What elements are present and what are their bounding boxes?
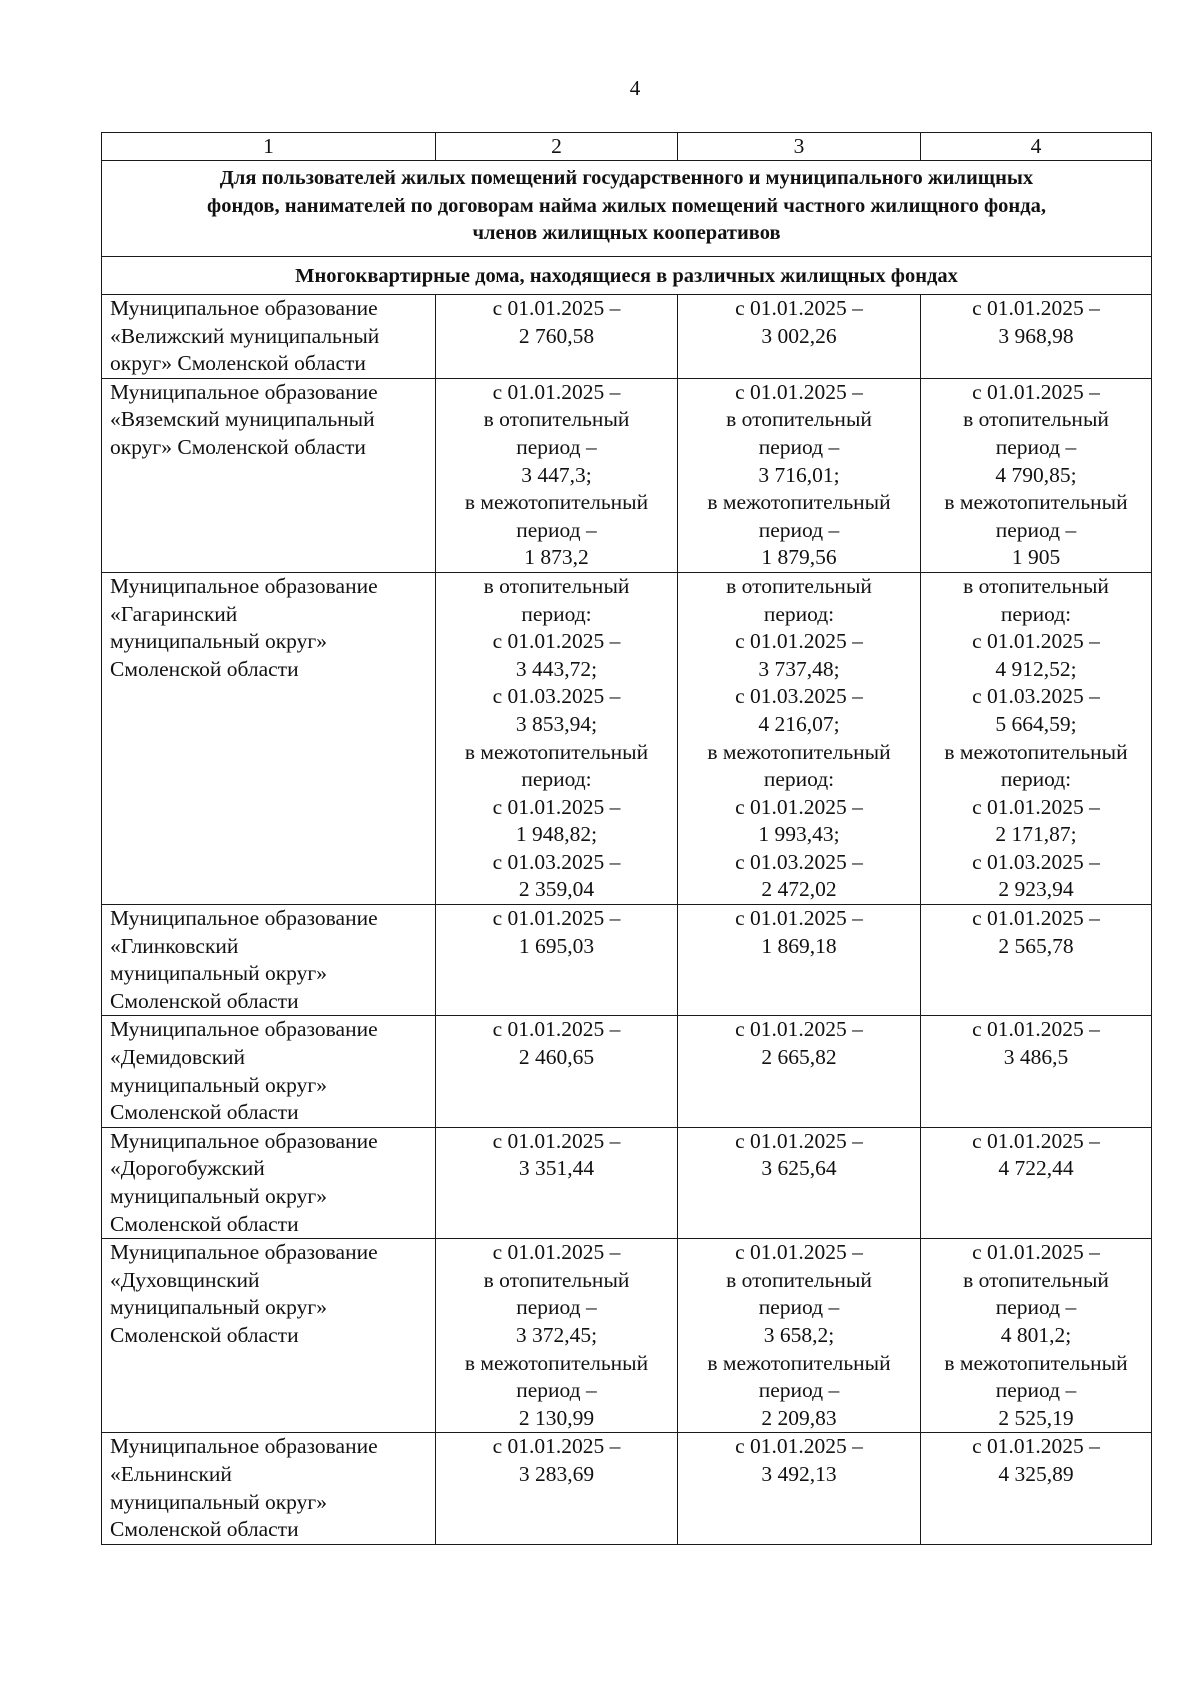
cell-line: 1 879,56 bbox=[761, 545, 837, 570]
cell-line: в отопительный bbox=[963, 1267, 1109, 1292]
cell-line: в отопительный bbox=[483, 407, 630, 432]
cell-line: период: bbox=[763, 601, 835, 626]
page-number: 4 bbox=[629, 76, 641, 100]
cell-line: с 01.03.2025 – bbox=[492, 849, 621, 874]
section-title-row bbox=[102, 161, 1152, 257]
cell-line: 3 486,5 bbox=[1003, 1045, 1069, 1070]
cell-line: с 01.01.2025 – bbox=[972, 794, 1100, 819]
cell-line: 3 447,3; bbox=[521, 462, 592, 487]
cell-line: 2 525,19 bbox=[998, 1405, 1074, 1430]
cell-line: «Велижский муниципальный bbox=[110, 323, 380, 348]
column-number: 3 bbox=[678, 133, 921, 161]
cell-line: 4 325,89 bbox=[998, 1461, 1074, 1486]
column-2-value bbox=[436, 1127, 678, 1238]
table-row bbox=[102, 1016, 1152, 1127]
cell-line: период: bbox=[1000, 767, 1072, 792]
cell-line: Муниципальное образование bbox=[110, 906, 378, 931]
subsection-title-row bbox=[102, 256, 1152, 295]
table-row bbox=[102, 572, 1152, 904]
cell-line: период – bbox=[995, 1295, 1077, 1320]
cell-line: с 01.03.2025 – bbox=[972, 684, 1100, 709]
cell-line: 3 351,44 bbox=[518, 1156, 595, 1181]
cell-line: с 01.01.2025 – bbox=[972, 906, 1100, 931]
column-number: 4 bbox=[921, 133, 1152, 161]
cell-line: 4 216,07; bbox=[758, 711, 840, 736]
section-title bbox=[102, 161, 1152, 257]
cell-line: в отопительный bbox=[726, 407, 872, 432]
table-row bbox=[102, 378, 1152, 572]
municipality-name bbox=[102, 295, 436, 379]
cell-line: Муниципальное образование bbox=[110, 573, 378, 598]
cell-line: 4 912,52; bbox=[995, 656, 1077, 681]
cell-line: в межотопительный bbox=[707, 1350, 891, 1375]
cell-line: с 01.01.2025 – bbox=[735, 1017, 863, 1042]
cell-line: в межотопительный bbox=[944, 490, 1128, 515]
cell-line: период: bbox=[1000, 601, 1072, 626]
cell-line: период – bbox=[995, 517, 1077, 542]
column-3-value bbox=[678, 1433, 921, 1544]
cell-line: 1 948,82; bbox=[515, 822, 598, 847]
cell-line: 4 722,44 bbox=[998, 1156, 1074, 1181]
cell-line: «Дорогобужский bbox=[110, 1156, 265, 1181]
column-3-value bbox=[678, 572, 921, 904]
column-4-value bbox=[921, 905, 1152, 1016]
cell-line: в межотопительный bbox=[707, 739, 891, 764]
column-4-value bbox=[921, 295, 1152, 379]
cell-line: Смоленской области bbox=[110, 1211, 299, 1236]
cell-line: с 01.01.2025 – bbox=[972, 379, 1100, 404]
cell-line: 5 664,59; bbox=[995, 711, 1077, 736]
column-number: 1 bbox=[102, 133, 436, 161]
cell-line: округ» Смоленской области bbox=[110, 351, 366, 376]
cell-line: 2 665,82 bbox=[761, 1045, 837, 1070]
cell-line: с 01.01.2025 – bbox=[735, 296, 863, 320]
cell-line: период – bbox=[516, 434, 597, 459]
cell-line: период – bbox=[758, 517, 840, 542]
cell-line: период – bbox=[758, 1378, 840, 1403]
cell-line: Смоленской области bbox=[110, 1100, 299, 1125]
table-row bbox=[102, 1239, 1152, 1433]
municipality-name bbox=[102, 1016, 436, 1127]
cell-line: в отопительный bbox=[726, 1267, 872, 1292]
cell-line: 1 695,03 bbox=[518, 933, 595, 958]
cell-line: с 01.03.2025 – bbox=[972, 849, 1100, 874]
cell-line: 1 869,18 bbox=[761, 933, 837, 958]
column-3-value bbox=[678, 1239, 921, 1433]
cell-line: 1 993,43; bbox=[758, 822, 840, 847]
municipality-name bbox=[102, 1127, 436, 1238]
cell-line: муниципальный округ» bbox=[110, 1295, 327, 1320]
cell-line: 3 283,69 bbox=[518, 1461, 595, 1486]
column-4-value bbox=[921, 1127, 1152, 1238]
column-4-value bbox=[921, 378, 1152, 572]
cell-line: с 01.01.2025 – bbox=[972, 1240, 1100, 1265]
cell-line: с 01.01.2025 – bbox=[492, 1240, 621, 1265]
cell-line: Муниципальное образование bbox=[110, 1017, 378, 1042]
cell-line: «Духовщинский bbox=[110, 1267, 260, 1292]
cell-line: 4 790,85; bbox=[995, 462, 1077, 487]
table-row bbox=[102, 1127, 1152, 1238]
cell-line: 3 716,01; bbox=[758, 462, 840, 487]
cell-line: «Ельнинский bbox=[110, 1461, 232, 1486]
cell-line: с 01.01.2025 – bbox=[492, 1017, 621, 1042]
cell-line: с 01.01.2025 – bbox=[735, 629, 863, 654]
cell-line: 1 905 bbox=[1011, 545, 1061, 570]
municipality-name bbox=[102, 1239, 436, 1433]
column-2-value bbox=[436, 1433, 678, 1544]
cell-line: период – bbox=[995, 1378, 1077, 1403]
cell-line: период – bbox=[516, 1295, 597, 1320]
subsection-title: Многоквартирные дома, находящиеся в различных жилищных фондах bbox=[102, 256, 1152, 295]
cell-line: «Гагаринский bbox=[110, 601, 238, 626]
column-numbers-row bbox=[102, 133, 1152, 161]
table-row bbox=[102, 905, 1152, 1016]
cell-line: «Глинковский bbox=[110, 933, 239, 958]
cell-line: с 01.03.2025 – bbox=[735, 849, 863, 874]
column-2-value bbox=[436, 1239, 678, 1433]
column-3-value bbox=[678, 295, 921, 379]
cell-line: «Демидовский bbox=[110, 1045, 246, 1070]
cell-line: 3 625,64 bbox=[761, 1156, 837, 1181]
cell-line: Смоленской области bbox=[110, 1517, 299, 1542]
cell-line: с 01.01.2025 – bbox=[972, 1434, 1100, 1459]
cell-line: период – bbox=[516, 1378, 597, 1403]
section-title-line: Для пользователей жилых помещений государственного и муниципального жилищных bbox=[219, 167, 1034, 189]
cell-line: с 01.03.2025 – bbox=[492, 684, 621, 709]
cell-line: 2 130,99 bbox=[518, 1405, 595, 1430]
cell-line: 3 853,94; bbox=[515, 711, 598, 736]
section-title-line: фондов, нанимателей по договорам найма жилых помещений частного жилищного фонда, bbox=[207, 194, 1046, 217]
column-3-value bbox=[678, 378, 921, 572]
cell-line: Муниципальное образование bbox=[110, 1434, 378, 1459]
cell-line: с 01.01.2025 – bbox=[492, 629, 621, 654]
cell-line: в межотопительный bbox=[464, 739, 649, 764]
cell-line: с 01.01.2025 – bbox=[735, 1128, 863, 1153]
section-title-line: членов жилищных кооперативов bbox=[472, 222, 781, 244]
cell-line: 1 873,2 bbox=[524, 545, 589, 570]
cell-line: с 01.01.2025 – bbox=[492, 379, 621, 404]
cell-line: Смоленской области bbox=[110, 988, 299, 1013]
cell-line: 2 923,94 bbox=[998, 877, 1074, 902]
cell-line: с 01.01.2025 – bbox=[492, 794, 621, 819]
municipality-name bbox=[102, 905, 436, 1016]
table-row bbox=[102, 295, 1152, 379]
cell-line: с 01.01.2025 – bbox=[735, 379, 863, 404]
cell-line: с 01.01.2025 – bbox=[735, 906, 863, 931]
cell-line: муниципальный округ» bbox=[110, 1184, 327, 1208]
cell-line: с 01.01.2025 – bbox=[972, 629, 1100, 654]
cell-line: 3 492,13 bbox=[761, 1461, 837, 1486]
cell-line: в отопительный bbox=[963, 407, 1109, 432]
column-2-value bbox=[436, 1016, 678, 1127]
cell-line: период: bbox=[521, 601, 592, 626]
cell-line: 2 760,58 bbox=[518, 323, 595, 348]
column-3-value bbox=[678, 1016, 921, 1127]
cell-line: 2 460,65 bbox=[518, 1045, 595, 1070]
cell-line: 3 737,48; bbox=[758, 656, 840, 681]
column-4-value bbox=[921, 1433, 1152, 1544]
cell-line: в межотопительный bbox=[944, 739, 1128, 764]
cell-line: период: bbox=[521, 767, 592, 792]
cell-line: муниципальный округ» bbox=[110, 961, 327, 986]
cell-line: период – bbox=[516, 517, 597, 542]
cell-line: период – bbox=[995, 434, 1077, 459]
cell-line: Муниципальное образование bbox=[110, 1128, 378, 1153]
column-4-value bbox=[921, 1239, 1152, 1433]
cell-line: с 01.01.2025 – bbox=[492, 1128, 621, 1153]
cell-line: в отопительный bbox=[726, 573, 872, 598]
cell-line: с 01.01.2025 – bbox=[492, 296, 621, 320]
cell-line: с 01.01.2025 – bbox=[972, 296, 1100, 320]
cell-line: 3 658,2; bbox=[763, 1322, 835, 1347]
column-2-value bbox=[436, 905, 678, 1016]
cell-line: с 01.01.2025 – bbox=[972, 1017, 1100, 1042]
cell-line: «Вяземский муниципальный bbox=[110, 407, 375, 432]
cell-line: в отопительный bbox=[483, 573, 630, 598]
cell-line: 2 472,02 bbox=[761, 877, 837, 902]
cell-line: Муниципальное образование bbox=[110, 379, 378, 404]
cell-line: период: bbox=[763, 767, 835, 792]
cell-line: 4 801,2; bbox=[1000, 1322, 1072, 1347]
column-4-value bbox=[921, 1016, 1152, 1127]
cell-line: 2 359,04 bbox=[518, 877, 595, 902]
cell-line: в межотопительный bbox=[464, 490, 649, 515]
cell-line: в межотопительный bbox=[464, 1350, 649, 1375]
cell-line: в отопительный bbox=[483, 1267, 630, 1292]
cell-line: с 01.01.2025 – bbox=[492, 1434, 621, 1459]
cell-line: 2 209,83 bbox=[761, 1405, 837, 1430]
column-2-value bbox=[436, 572, 678, 904]
cell-line: в межотопительный bbox=[707, 490, 891, 515]
cell-line: с 01.01.2025 – bbox=[735, 794, 863, 819]
cell-line: с 01.01.2025 – bbox=[735, 1240, 863, 1265]
tariff-table bbox=[101, 132, 1152, 1545]
column-3-value bbox=[678, 1127, 921, 1238]
column-2-value bbox=[436, 295, 678, 379]
cell-line: период – bbox=[758, 434, 840, 459]
cell-line: округ» Смоленской области bbox=[110, 434, 366, 459]
cell-line: муниципальный округ» bbox=[110, 1072, 327, 1097]
municipality-name bbox=[102, 1433, 436, 1544]
column-3-value bbox=[678, 905, 921, 1016]
cell-line: Муниципальное образование bbox=[110, 1240, 378, 1265]
municipality-name bbox=[102, 572, 436, 904]
cell-line: муниципальный округ» bbox=[110, 1489, 327, 1514]
municipality-name bbox=[102, 378, 436, 572]
cell-line: с 01.03.2025 – bbox=[735, 684, 863, 709]
cell-line: с 01.01.2025 – bbox=[972, 1128, 1100, 1153]
cell-line: 3 372,45; bbox=[515, 1322, 598, 1347]
cell-line: 2 171,87; bbox=[995, 822, 1077, 847]
cell-line: в отопительный bbox=[963, 573, 1109, 598]
cell-line: 3 443,72; bbox=[515, 656, 598, 681]
column-2-value bbox=[436, 378, 678, 572]
column-number: 2 bbox=[436, 133, 678, 161]
cell-line: Смоленской области bbox=[110, 656, 299, 681]
cell-line: в межотопительный bbox=[944, 1350, 1128, 1375]
table-body bbox=[102, 295, 1152, 1545]
column-4-value bbox=[921, 572, 1152, 904]
cell-line: Муниципальное образование bbox=[110, 296, 378, 320]
cell-line: с 01.01.2025 – bbox=[735, 1434, 863, 1459]
cell-line: с 01.01.2025 – bbox=[492, 906, 621, 931]
cell-line: Смоленской области bbox=[110, 1322, 299, 1347]
table-row bbox=[102, 1433, 1152, 1544]
cell-line: период – bbox=[758, 1295, 840, 1320]
cell-line: муниципальный округ» bbox=[110, 629, 327, 654]
cell-line: 3 002,26 bbox=[761, 323, 837, 348]
cell-line: 2 565,78 bbox=[998, 933, 1074, 958]
cell-line: 3 968,98 bbox=[998, 323, 1074, 348]
